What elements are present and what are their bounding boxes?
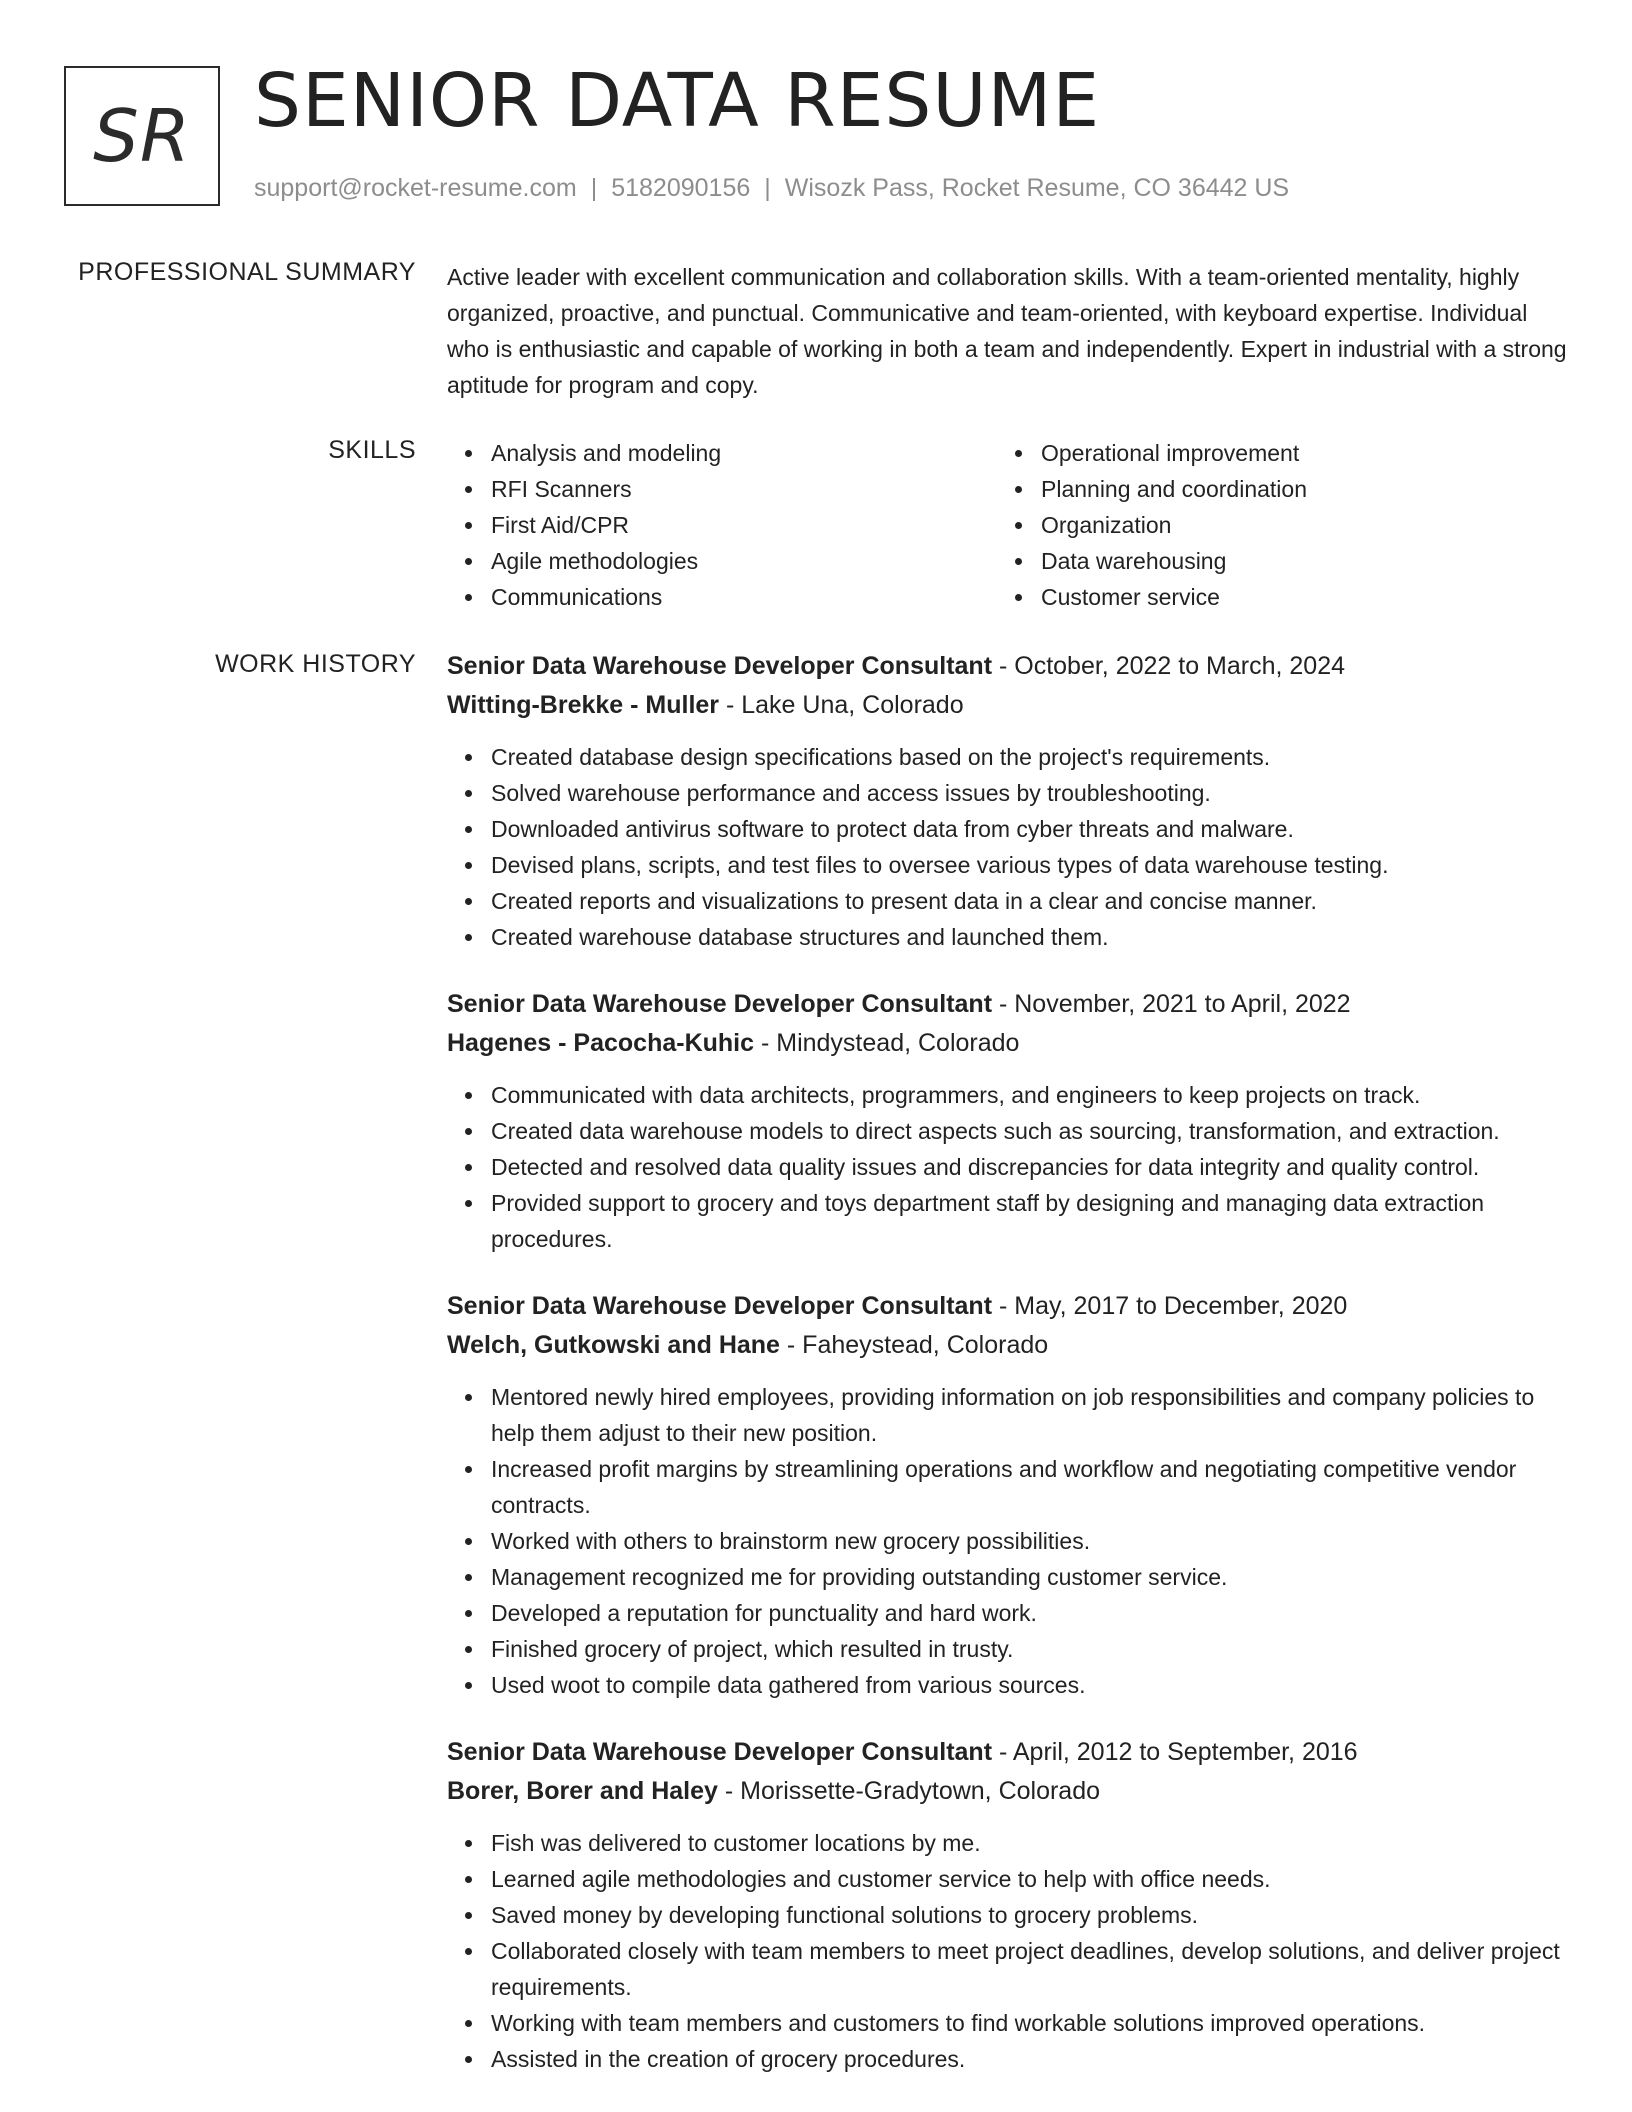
contact-separator: |: [590, 174, 598, 202]
job-entry: [447, 647, 1567, 955]
monogram-initials: SR: [93, 94, 191, 178]
skill-item: Customer service: [997, 579, 1547, 615]
job-bullet: Mentored newly hired employees, providing information on job responsibilities and company policies to help them adjust to their new position.: [447, 1379, 1567, 1451]
job-company: Hagenes - Pacocha-Kuhic: [447, 1029, 755, 1057]
job-entry: [447, 1733, 1567, 2077]
skill-item: Data warehousing: [997, 543, 1547, 579]
job-bullet: Developed a reputation for punctuality and hard work.: [447, 1595, 1567, 1631]
job-title-line: Senior Data Warehouse Developer Consultant - October, 2022 to March, 2024: [447, 652, 1346, 680]
summary-heading: PROFESSIONAL SUMMARY: [78, 258, 416, 286]
skill-item: Analysis and modeling: [447, 435, 997, 471]
job-bullet: Saved money by developing functional solutions to grocery problems.: [447, 1897, 1567, 1933]
contact-phone[interactable]: 5182090156: [611, 174, 751, 202]
job-company: Borer, Borer and Haley: [447, 1777, 718, 1805]
skill-item: First Aid/CPR: [447, 507, 997, 543]
job-location: Faheystead, Colorado: [802, 1331, 1049, 1359]
skills-section: [447, 435, 1567, 615]
job-title-line: Senior Data Warehouse Developer Consultant - November, 2021 to April, 2022: [447, 990, 1351, 1018]
monogram-box: [64, 66, 220, 206]
work-history-section: [447, 647, 1567, 2107]
job-location: Morissette-Gradytown, Colorado: [740, 1777, 1101, 1805]
job-bullet: Worked with others to brainstorm new grocery possibilities.: [447, 1523, 1567, 1559]
job-bullet: Created warehouse database structures and launched them.: [447, 919, 1567, 955]
job-title: Senior Data Warehouse Developer Consultant: [447, 990, 993, 1018]
work-history-heading: WORK HISTORY: [215, 650, 416, 678]
skills-heading: SKILLS: [328, 436, 416, 464]
skill-item: Agile methodologies: [447, 543, 997, 579]
job-entry: [447, 985, 1567, 1257]
job-company: Welch, Gutkowski and Hane: [447, 1331, 780, 1359]
contact-line: [254, 174, 1289, 203]
job-bullet: Created reports and visualizations to present data in a clear and concise manner.: [447, 883, 1567, 919]
job-bullet: Assisted in the creation of grocery procedures.: [447, 2041, 1567, 2077]
skill-item: RFI Scanners: [447, 471, 997, 507]
job-company-line: Hagenes - Pacocha-Kuhic - Mindystead, Colorado: [447, 1029, 1020, 1057]
skill-item: Organization: [997, 507, 1547, 543]
job-bullets: [447, 1825, 1567, 2077]
skill-item: Communications: [447, 579, 997, 615]
job-company-line: Borer, Borer and Haley - Morissette-Gradytown, Colorado: [447, 1777, 1101, 1805]
job-location: Lake Una, Colorado: [741, 691, 964, 719]
job-entry: [447, 1287, 1567, 1703]
job-company-line: Witting-Brekke - Muller - Lake Una, Colorado: [447, 691, 964, 719]
job-dates: April, 2012 to September, 2016: [1012, 1738, 1358, 1766]
contact-address: Wisozk Pass, Rocket Resume, CO 36442 US: [784, 174, 1290, 202]
job-bullets: [447, 1077, 1567, 1257]
job-bullet: Finished grocery of project, which resulted in trusty.: [447, 1631, 1567, 1667]
job-bullet: Downloaded antivirus software to protect data from cyber threats and malware.: [447, 811, 1567, 847]
job-company: Witting-Brekke - Muller: [447, 691, 720, 719]
job-dates: October, 2022 to March, 2024: [1014, 652, 1346, 680]
job-bullet: Fish was delivered to customer locations by me.: [447, 1825, 1567, 1861]
skill-item: Operational improvement: [997, 435, 1547, 471]
job-title-line: Senior Data Warehouse Developer Consultant - May, 2017 to December, 2020: [447, 1292, 1348, 1320]
contact-email[interactable]: support@rocket-resume.com: [254, 174, 577, 202]
job-bullet: Solved warehouse performance and access issues by troubleshooting.: [447, 775, 1567, 811]
job-bullets: [447, 739, 1567, 955]
job-dates: November, 2021 to April, 2022: [1014, 990, 1351, 1018]
job-bullet: Increased profit margins by streamlining operations and workflow and negotiating competitive vendor contracts.: [447, 1451, 1567, 1523]
skills-list-left: [447, 435, 997, 615]
job-bullets: [447, 1379, 1567, 1703]
job-title: Senior Data Warehouse Developer Consultant: [447, 1738, 993, 1766]
job-bullet: Created data warehouse models to direct aspects such as sourcing, transformation, and extraction.: [447, 1113, 1567, 1149]
job-bullet: Devised plans, scripts, and test files to oversee various types of data warehouse testing.: [447, 847, 1567, 883]
job-title: Senior Data Warehouse Developer Consultant: [447, 1292, 993, 1320]
skills-list-right: [997, 435, 1547, 615]
skill-item: Planning and coordination: [997, 471, 1547, 507]
job-bullet: Provided support to grocery and toys department staff by designing and managing data extraction procedures.: [447, 1185, 1567, 1257]
job-bullet: Detected and resolved data quality issues and discrepancies for data integrity and quality control.: [447, 1149, 1567, 1185]
job-dates: May, 2017 to December, 2020: [1014, 1292, 1348, 1320]
job-title: Senior Data Warehouse Developer Consultant: [447, 652, 993, 680]
summary-text: Active leader with excellent communication and collaboration skills. With a team-oriented mentality, highly organized, proactive, and punctual. Communicative and team-oriented, with keyboard expertise. Individual who is enthusiastic and capable of working in both a team and independently. Expert in industrial with a strong aptitude for program and copy.: [447, 264, 1567, 398]
job-bullet: Collaborated closely with team members to meet project deadlines, develop solutions, and deliver project requirements.: [447, 1933, 1567, 2005]
resume-name: SENIOR DATA RESUME: [254, 58, 1101, 144]
job-bullet: Created database design specifications based on the project's requirements.: [447, 739, 1567, 775]
contact-separator: |: [764, 174, 771, 202]
job-company-line: Welch, Gutkowski and Hane - Faheystead, Colorado: [447, 1331, 1049, 1359]
job-bullet: Communicated with data architects, programmers, and engineers to keep projects on track.: [447, 1077, 1567, 1113]
job-bullet: Learned agile methodologies and customer service to help with office needs.: [447, 1861, 1567, 1897]
job-location: Mindystead, Colorado: [776, 1029, 1020, 1057]
summary-section: [447, 259, 1567, 403]
job-bullet: Working with team members and customers to find workable solutions improved operations.: [447, 2005, 1567, 2041]
job-title-line: Senior Data Warehouse Developer Consultant - April, 2012 to September, 2016: [447, 1738, 1358, 1766]
job-bullet: Management recognized me for providing outstanding customer service.: [447, 1559, 1567, 1595]
job-bullet: Used woot to compile data gathered from various sources.: [447, 1667, 1567, 1703]
